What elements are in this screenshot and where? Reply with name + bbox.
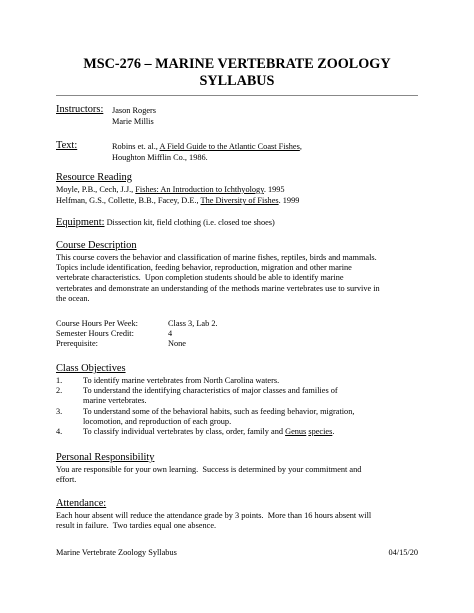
hours-block	[56, 319, 218, 350]
objective-text: To understand the identifying characteristics of major classes and families of	[83, 386, 338, 396]
resource-title: The Diversity of Fishes	[200, 196, 279, 205]
hours-label: Semester Hours Credit:	[56, 329, 134, 339]
attendance-body	[56, 511, 371, 531]
attendance-line: result in failure. Two tardies equal one absence.	[56, 521, 217, 531]
resource-year: . 1999	[278, 196, 300, 205]
objective-item	[56, 376, 426, 386]
course-description-body	[56, 253, 380, 304]
footer-date: 04/15/20	[388, 548, 418, 557]
description-line: vertebrate characteristics. Upon completion students should be able to identify marine	[56, 273, 344, 283]
responsibility-line: effort.	[56, 475, 77, 485]
textbook-publisher: Houghton Mifflin Co., 1986.	[112, 153, 208, 162]
personal-responsibility-heading: Personal Responsibility	[56, 452, 155, 463]
page-footer	[56, 548, 418, 558]
equipment-text: Dissection kit, field clothing (i.e. closed toe shoes)	[106, 218, 275, 227]
resource-title: Fishes: An Introduction to Ichthyology	[135, 185, 264, 194]
hours-label: Course Hours Per Week:	[56, 319, 138, 328]
personal-responsibility-body	[56, 465, 361, 485]
resource-year: . 1995	[263, 185, 285, 194]
hours-value: Class 3, Lab 2.	[168, 319, 218, 328]
textbook-citation	[112, 142, 302, 152]
textbook-authors: Robins et. al.,	[112, 142, 160, 151]
course-description-heading: Course Description	[56, 240, 137, 251]
objective-text: To understand some of the behavioral habits, such as feeding behavior, migration,	[83, 406, 355, 416]
instructor-name: Marie Millis	[112, 117, 154, 126]
equipment-label: Equipment:	[56, 217, 105, 228]
description-line: This course covers the behavior and classification of marine fishes, reptiles, birds and mammals.	[56, 253, 377, 262]
description-line: Topics include identification, feeding behavior, reproduction, migration and other marine	[56, 263, 352, 273]
objective-number: 3.	[56, 406, 63, 416]
page-title	[0, 56, 474, 90]
title-line-2: SYLLABUS	[199, 73, 275, 89]
attendance-line: Each hour absent will reduce the attendance grade by 3 points. More than 16 hours absent will	[56, 511, 372, 520]
title-line-1: MSC-276 – MARINE VERTEBRATE ZOOLOGY	[83, 56, 391, 72]
attendance-heading: Attendance:	[56, 498, 107, 509]
objective-text: To classify individual vertebrates by class, order, family and	[83, 427, 286, 437]
resource-reading-heading: Resource Reading	[56, 172, 132, 183]
class-objectives-heading: Class Objectives	[56, 363, 126, 374]
resource-authors: Moyle, P.B., Cech, J.J.,	[56, 185, 136, 194]
instructors-label: Instructors:	[56, 104, 104, 115]
objective-item	[56, 407, 426, 427]
objective-text: To identify marine vertebrates from North Carolina waters.	[83, 376, 280, 385]
footer-title: Marine Vertebrate Zoology Syllabus	[56, 548, 177, 557]
equipment-line	[56, 217, 275, 229]
objective-number: 1.	[56, 376, 63, 385]
objective-punct: .	[332, 427, 335, 437]
hours-value: None	[168, 339, 186, 349]
objectives-list	[56, 376, 426, 437]
resource-item	[56, 185, 285, 195]
hours-label: Prerequisite:	[56, 339, 98, 349]
objective-item	[56, 386, 426, 406]
hours-row	[56, 329, 218, 339]
hours-row	[56, 319, 218, 329]
hours-row	[56, 339, 218, 349]
objective-number: 4.	[56, 427, 63, 437]
responsibility-line: You are responsible for your own learning. Success is determined by your commitment and	[56, 465, 362, 474]
textbook-punct: ,	[299, 142, 302, 151]
textbook-title: A Field Guide to the Atlantic Coast Fishes	[159, 142, 300, 151]
resource-item	[56, 196, 299, 206]
hours-value: 4	[168, 329, 173, 339]
objective-text: marine vertebrates.	[83, 396, 147, 406]
objective-item	[56, 427, 426, 437]
description-line: vertebrates and demonstrate an understanding of the methods marine vertebrates use to survive in	[56, 283, 380, 293]
resource-authors: Helfman, G.S., Collette, B.B., Facey, D.E.,	[56, 196, 201, 205]
objective-text: locomotion, and reproduction of each group.	[83, 416, 232, 426]
instructor-name: Jason Rogers	[112, 106, 157, 115]
description-line: the ocean.	[56, 293, 90, 303]
text-label: Text:	[56, 140, 78, 151]
objective-genus: Genus	[285, 427, 307, 437]
objective-number: 2.	[56, 386, 63, 396]
title-divider	[56, 95, 418, 96]
objective-species: species	[308, 427, 333, 437]
